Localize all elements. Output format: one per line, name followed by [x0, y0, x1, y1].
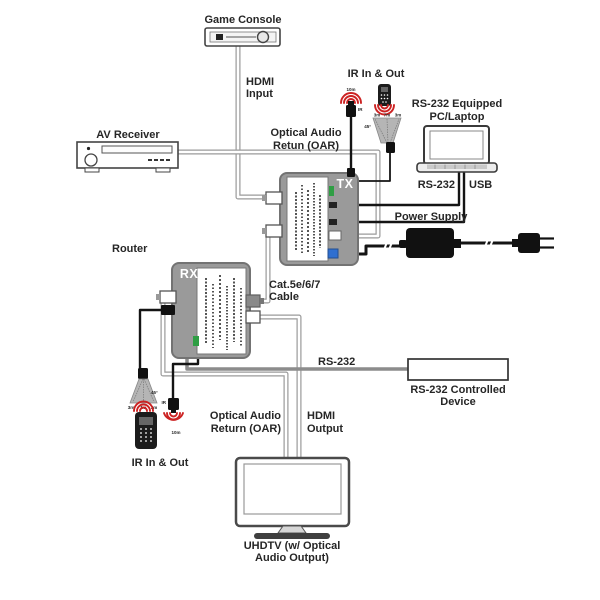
cone-top-7m: 7m — [383, 112, 391, 118]
hdmi-input-cable — [238, 44, 276, 197]
router-label: Router — [112, 243, 148, 255]
ir-range-bottom-label: 10m — [171, 430, 181, 435]
tv-label-1: UHDTV (w/ Optical — [243, 540, 341, 552]
cat-label-2: Cable — [269, 291, 299, 303]
tv-stand-neck — [278, 526, 306, 533]
ir-mark-top: IR — [358, 107, 363, 112]
usb-label: USB — [469, 179, 493, 191]
console-disc-button — [258, 32, 269, 43]
receiver-knob — [85, 154, 97, 166]
laptop-screen — [430, 131, 483, 159]
oar-top-label-1: Optical Audio — [270, 127, 342, 139]
hdmi-output-label-2: Output — [307, 423, 344, 435]
cone-bottom-3m-left: 3m — [127, 405, 135, 410]
ir-emitter-bottom — [162, 398, 184, 435]
laptop-device — [417, 126, 497, 172]
tv-screen — [244, 464, 341, 514]
pc-label-1: RS-232 Equipped — [411, 98, 503, 110]
ir-cone-top-plug — [386, 142, 395, 153]
tx-hdmi-in-port — [266, 192, 282, 204]
game-console-label: Game Console — [204, 14, 282, 26]
uhdtv-device — [236, 458, 349, 539]
cat-label-1: Cat.5e/6/7 — [269, 279, 321, 291]
power-plug — [518, 233, 540, 253]
ir-emitter-bottom-head — [168, 398, 179, 410]
rx-unit — [156, 263, 264, 358]
av-receiver-device — [77, 142, 178, 172]
tx-unit-label: TX — [336, 177, 354, 191]
rx-ir-out-port — [193, 336, 199, 346]
ir-cone-bottom-plug — [138, 368, 148, 379]
tx-ir-plug — [347, 168, 355, 177]
ir-mark-bottom: IR — [161, 400, 166, 405]
rx-oar-port — [160, 291, 176, 303]
rx-label-panel — [197, 268, 246, 354]
hdmi-output-label-1: HDMI — [307, 410, 336, 422]
power-brick — [406, 228, 454, 258]
rs232-mid-label: RS-232 — [318, 356, 356, 368]
ir-bottom-label: IR In & Out — [131, 457, 189, 469]
cone-top-angle: 45° — [364, 124, 371, 129]
rs232-device-label-1: RS-232 Controlled — [410, 384, 506, 396]
hdmi-input-label-1: HDMI — [246, 76, 275, 88]
rs232-device-label-2: Device — [440, 396, 476, 408]
tx-power-port — [328, 249, 338, 258]
tx-usb-port — [329, 219, 337, 225]
receiver-power-led — [87, 147, 90, 150]
rx-unit-label: RX — [179, 267, 199, 281]
hdmi-input-label-2: Input — [246, 88, 273, 100]
pc-label-2: PC/Laptop — [429, 111, 485, 123]
rx-hdmi-out-port — [246, 311, 260, 323]
av-receiver-label: AV Receiver — [96, 129, 160, 141]
cone-top-3m-right: 3m — [394, 112, 402, 118]
oar-bottom-label-2: Return (OAR) — [210, 423, 281, 435]
laptop-keyboard — [427, 165, 487, 170]
rs232-pc-label: RS-232 — [417, 179, 455, 191]
oar-bottom-label-1: Optical Audio — [209, 410, 281, 422]
console-led — [216, 34, 223, 40]
cone-bottom-3m-right: 3m — [150, 405, 158, 410]
ir-range-top-label: 10m — [346, 87, 356, 92]
ir-cone-top-cable — [356, 151, 390, 181]
cone-bottom-7m: 7m — [139, 405, 147, 410]
tx-rs232-port — [329, 202, 337, 208]
tx-oar-port — [329, 231, 341, 240]
rx-cat-port — [246, 295, 260, 307]
cone-bottom-angle: 45° — [151, 390, 158, 395]
ir-top-label: IR In & Out — [347, 68, 405, 80]
hdmi-output-cable — [252, 317, 299, 460]
tx-cat-port — [266, 225, 282, 237]
game-console-device — [205, 28, 280, 46]
rs232-controlled-device — [408, 359, 508, 380]
ir-emitter-top-head — [346, 105, 356, 117]
receiver-display — [102, 146, 172, 153]
tx-ir-port — [329, 186, 334, 196]
ir-emitter-top — [341, 87, 363, 117]
rx-ir-in-plug — [161, 305, 175, 315]
cone-top-3m-left: 3m — [373, 112, 381, 118]
tv-stand-base — [254, 533, 330, 539]
tv-label-2: Audio Output) — [255, 552, 329, 564]
ir-receiver-top — [364, 84, 401, 153]
ir-receiver-bottom — [128, 368, 158, 449]
power-supply-label: Power Supply — [394, 211, 468, 223]
oar-top-label-2: Retun (OAR) — [273, 140, 339, 152]
